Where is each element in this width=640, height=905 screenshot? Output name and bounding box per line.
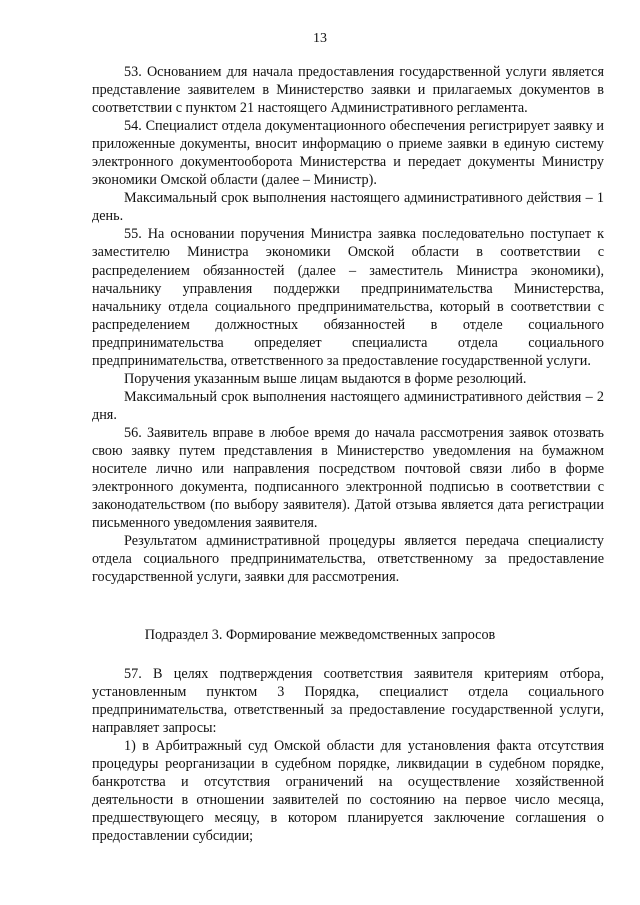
document-body — [92, 63, 604, 586]
paragraph-55-max-term: Максимальный срок выполнения настоящего административного действия – 2 дня. — [92, 388, 604, 423]
paragraph-57-item-1: 1) в Арбитражный суд Омской области для установления факта отсутствия процедуры реорганизации в судебном порядке, ликвидации в судебном порядке, банкротства и отсутствия ограничений на осуществление хозяйственной деятельности в отношении заявителей по состоянию на первое число месяца, предшествующего месяцу, в котором планируется заключение соглашения о предоставлении субсидии; — [92, 738, 604, 845]
document-body-2 — [92, 665, 604, 845]
page-number: 13 — [313, 31, 327, 46]
paragraph-56: 56. Заявитель вправе в любое время до начала рассмотрения заявок отозвать свою заявку путем представления в Министерство уведомления на бумажном носителе лично или направления посредством почтовой связи либо в форме электронного документа, подписанного электронной подписью в соответствии с законодательством (по выбору заявителя). Датой отзыва является дата регистрации письменного уведомления заявителя. — [92, 424, 604, 532]
subsection-heading: Подраздел 3. Формирование межведомственных запросов — [144, 627, 496, 643]
paragraph-54-max-term: Максимальный срок выполнения настоящего административного действия – 1 день. — [92, 190, 604, 225]
paragraph-55: 55. На основании поручения Министра заявка последовательно поступает к заместителю Министра экономики Омской области в соответствии с распределением обязанностей (далее – заместитель Министра экономики), начальнику управления поддержки предпринимательства Министерства, начальнику отдела социального предпринимательства, который в соответствии с распределением должностных обязанностей в отделе социального предпринимательства определяет специалиста отдела социального предпринимательства, ответственного за предоставление государственной услуги. — [92, 226, 604, 369]
paragraph-57: 57. В целях подтверждения соответствия заявителя критериям отбора, установленным пунктом 3 Порядка, специалист отдела социального предпринимательства, ответственный за предоставление государственной услуги, направляет запросы: — [92, 666, 604, 737]
paragraph-53: 53. Основанием для начала предоставления государственной услуги является представление заявителем в Министерство заявки и прилагаемых документов в соответствии с пунктом 21 настоящего Административного регламента. — [92, 64, 604, 117]
paragraph-55-resolutions: Поручения указанным выше лицам выдаются в форме резолюций. — [124, 370, 527, 387]
paragraph-54: 54. Специалист отдела документационного обеспечения регистрирует заявку и приложенные документы, вносит информацию о приеме заявки в единую систему электронного документооборота Министерства и передает документы Министру экономики Омской области (далее – Министр). — [92, 118, 604, 189]
paragraph-56-result: Результатом административной процедуры является передача специалисту отдела социального предпринимательства, ответственному за предоставление государственной услуги, заявки для рассмотрения. — [92, 533, 604, 586]
